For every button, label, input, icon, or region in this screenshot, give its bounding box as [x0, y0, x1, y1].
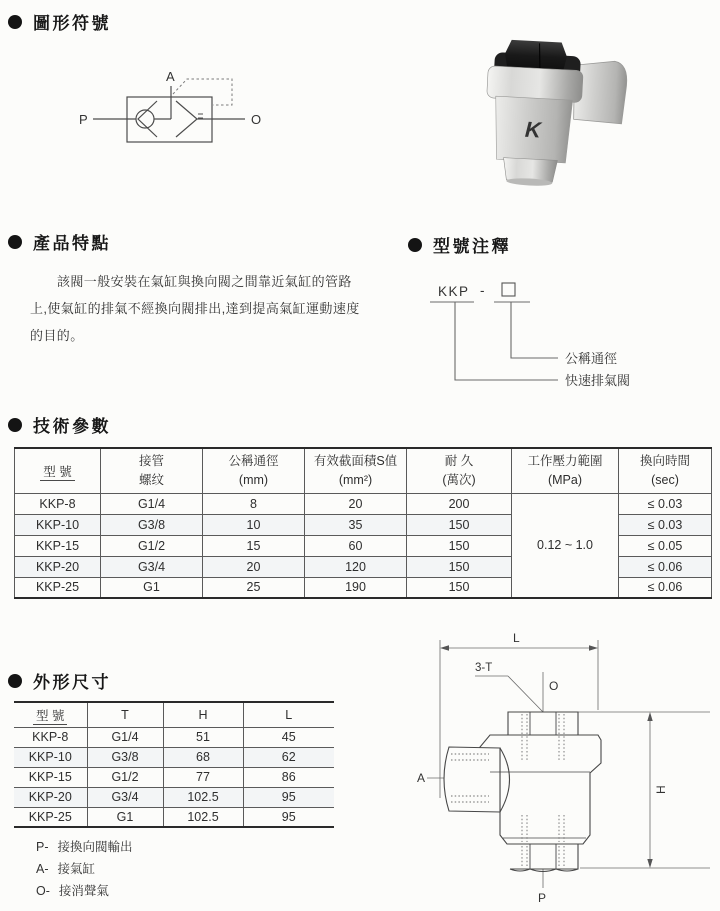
cell-durability: 150 [407, 556, 512, 577]
cell-t: G1/2 [87, 767, 163, 787]
cell-model: KKP-15 [14, 767, 87, 787]
dim-label-3t: 3-T [475, 662, 493, 674]
cell-model: KKP-25 [14, 807, 87, 827]
port-notes [36, 836, 133, 902]
pilot-line-dashed [173, 79, 232, 105]
dimension-drawing [413, 620, 715, 910]
section-title-tech-params: 技術參數 [33, 417, 111, 436]
model-separator: - [480, 283, 485, 298]
cell-thread: G3/8 [101, 514, 203, 535]
valve-label: 快速排氣閥 [565, 373, 631, 388]
col-header-time: 換向時間 (sec) [619, 448, 712, 493]
model-notation-diagram [418, 272, 718, 397]
section-header-model-notation [408, 232, 511, 257]
cell-model: KKP-8 [14, 727, 87, 747]
cell-area: 35 [305, 514, 407, 535]
cell-bore: 10 [203, 514, 305, 535]
top-hex-nut [508, 712, 578, 735]
cell-l: 95 [243, 787, 334, 807]
cell-bore: 20 [203, 556, 305, 577]
note-p: P- 接換向閥輸出 [36, 840, 133, 854]
section-title-dimensions: 外形尺寸 [33, 673, 111, 692]
section-header-graphic-symbol [8, 9, 111, 34]
section-bullet-icon [408, 238, 422, 252]
table-row [15, 493, 712, 514]
port-label-o: O [251, 112, 262, 127]
cell-model: KKP-10 [15, 514, 101, 535]
cell-l: 62 [243, 747, 334, 767]
note-o: O- 接消聲氣 [36, 884, 109, 898]
exhaust-arrow-icon [176, 101, 197, 137]
section-title-model-notation: 型號注釋 [433, 237, 511, 256]
section-bullet-icon [8, 674, 22, 688]
tech-params-table [14, 447, 712, 599]
cell-area: 20 [305, 493, 407, 514]
cell-h: 102.5 [163, 787, 243, 807]
cell-h: 102.5 [163, 807, 243, 827]
dim-label-o: O [549, 679, 559, 693]
note-a: A- 接氣缸 [36, 862, 96, 876]
col-header-t: T [87, 702, 163, 727]
col-header-model: 型 號 [15, 448, 101, 493]
cell-bore: 15 [203, 535, 305, 556]
dim-label-p: P [538, 891, 547, 905]
table-row [14, 727, 334, 747]
col-header-bore: 公稱通徑 (mm) [203, 448, 305, 493]
cell-thread: G1/4 [101, 493, 203, 514]
dim-label-h: H [654, 785, 668, 794]
cell-area: 60 [305, 535, 407, 556]
col-header-h: H [163, 702, 243, 727]
col-header-l: L [243, 702, 334, 727]
product-photo [450, 22, 655, 197]
cell-time: ≤ 0.03 [619, 514, 712, 535]
dim-label-a: A [417, 771, 426, 785]
cell-time: ≤ 0.06 [619, 556, 712, 577]
col-header-area: 有效截面積S值 (mm²) [305, 448, 407, 493]
cell-durability: 150 [407, 514, 512, 535]
leader-valve [455, 302, 558, 380]
features-paragraph: 該閥一般安裝在氣缸與換向閥之間靠近氣缸的管路上,使氣缸的排氣不經換向閥排出,達到提高氣缸運動速度的目的。 [30, 274, 360, 343]
cell-model: KKP-20 [14, 787, 87, 807]
cell-t: G3/8 [87, 747, 163, 767]
bore-label: 公稱通徑 [565, 351, 618, 366]
cell-pressure-range: 0.12 ~ 1.0 [512, 493, 619, 598]
cell-h: 77 [163, 767, 243, 787]
bottom-hex-nut [510, 844, 578, 869]
cell-area: 120 [305, 556, 407, 577]
dim-label-l: L [513, 631, 520, 645]
cell-durability: 150 [407, 535, 512, 556]
cell-h: 51 [163, 727, 243, 747]
table-row [14, 787, 334, 807]
section-header-dimensions [8, 668, 111, 693]
cell-model: KKP-15 [15, 535, 101, 556]
model-placeholder-box [502, 283, 515, 296]
cell-model: KKP-20 [15, 556, 101, 577]
cell-l: 45 [243, 727, 334, 747]
cell-time: ≤ 0.06 [619, 577, 712, 598]
cell-h: 68 [163, 747, 243, 767]
cell-t: G1/4 [87, 727, 163, 747]
cell-thread: G1 [101, 577, 203, 598]
cell-bore: 8 [203, 493, 305, 514]
col-header-durability: 耐 久 (萬次) [407, 448, 512, 493]
cell-durability: 150 [407, 577, 512, 598]
cell-durability: 200 [407, 493, 512, 514]
section-title-graphic-symbol: 圖形符號 [33, 14, 111, 33]
section-title-features: 產品特點 [33, 234, 111, 253]
cell-area: 190 [305, 577, 407, 598]
cell-t: G1 [87, 807, 163, 827]
cell-t: G3/4 [87, 787, 163, 807]
port-label-a: A [166, 69, 175, 84]
col-header-model: 型 號 [14, 702, 87, 727]
section-bullet-icon [8, 235, 22, 249]
cell-time: ≤ 0.05 [619, 535, 712, 556]
cell-thread: G1/2 [101, 535, 203, 556]
section-header-tech-params [8, 412, 111, 437]
cell-thread: G3/4 [101, 556, 203, 577]
brand-mark: K [524, 116, 542, 143]
model-prefix: KKP [438, 284, 470, 299]
table-row [14, 807, 334, 827]
section-bullet-icon [8, 15, 22, 29]
cell-model: KKP-10 [14, 747, 87, 767]
dimensions-table [14, 701, 334, 828]
pneumatic-symbol-diagram [55, 52, 300, 187]
cell-l: 86 [243, 767, 334, 787]
section-bullet-icon [8, 418, 22, 432]
cell-model: KKP-8 [15, 493, 101, 514]
cell-bore: 25 [203, 577, 305, 598]
cell-time: ≤ 0.03 [619, 493, 712, 514]
cell-l: 95 [243, 807, 334, 827]
leader-bore [511, 302, 558, 358]
table-row [14, 767, 334, 787]
table-row [14, 747, 334, 767]
section-header-features [8, 229, 111, 254]
col-header-thread: 接管 螺纹 [101, 448, 203, 493]
port-label-p: P [79, 112, 88, 127]
cell-model: KKP-25 [15, 577, 101, 598]
col-header-pressure: 工作壓力範圍 (MPa) [512, 448, 619, 493]
